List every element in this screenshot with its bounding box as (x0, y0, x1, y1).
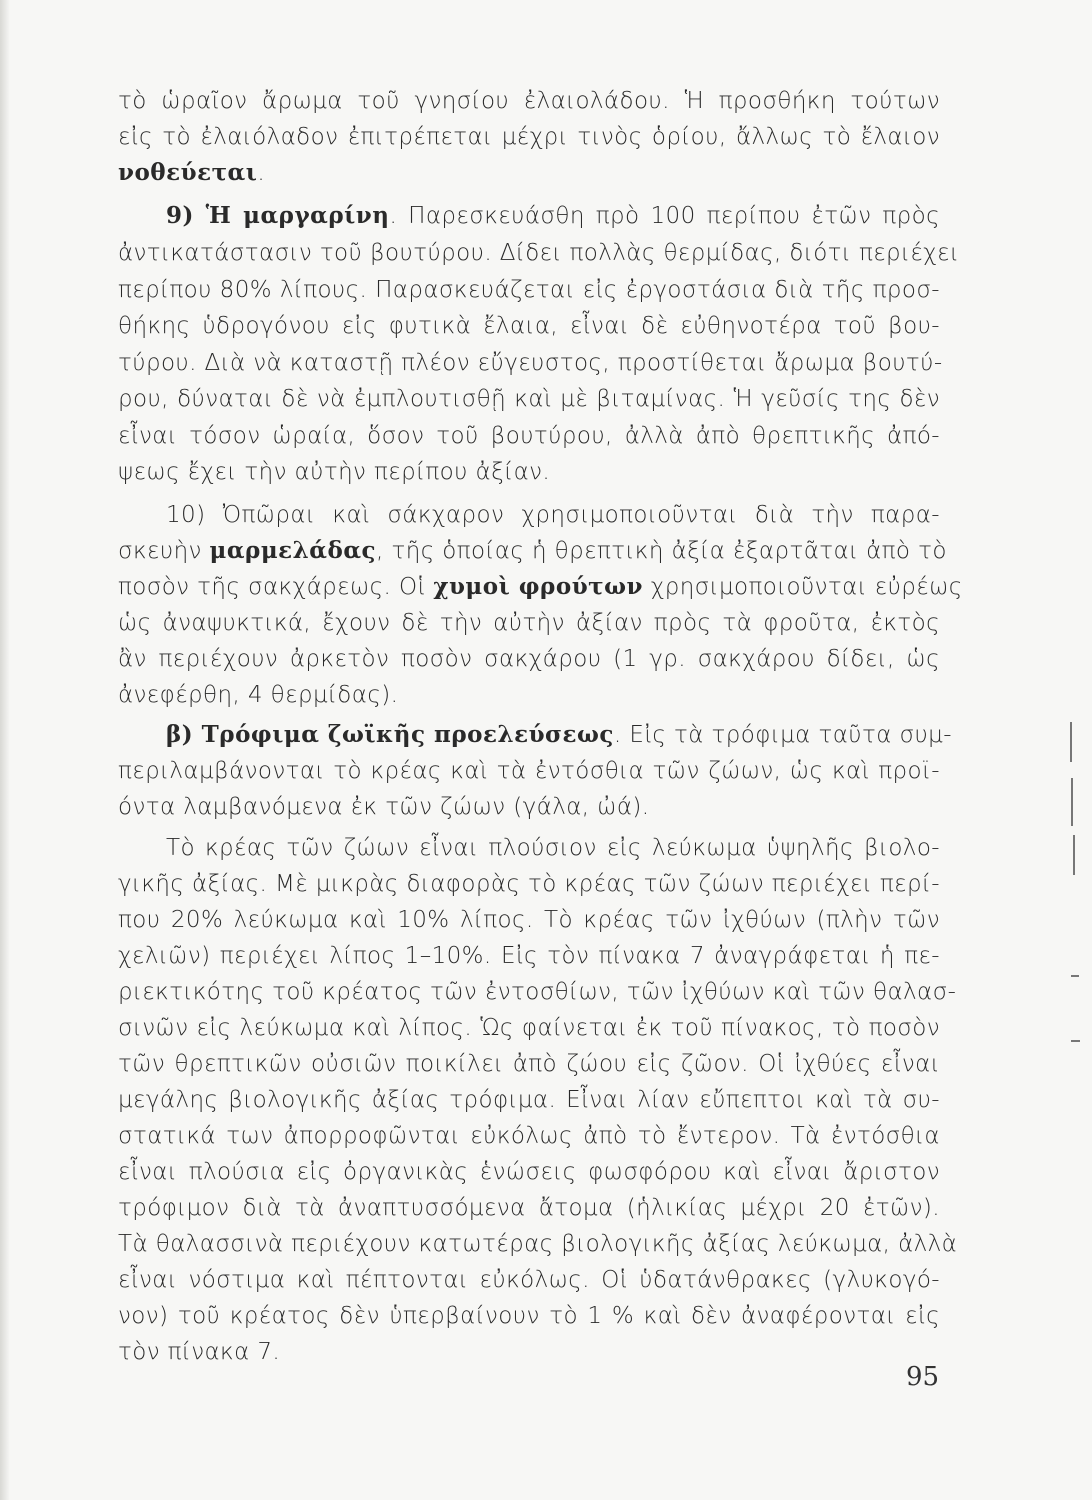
page-number: 95 (906, 1362, 940, 1392)
text-span: περίπου 80% λίπους. Παρασκευάζεται εἰς ἐργοστάσια διὰ τῆς προσ- (118, 277, 940, 303)
text-line (118, 86, 940, 116)
bold-term: χυμοὶ φρούτων (433, 573, 643, 600)
text-line (118, 536, 947, 566)
text-line (118, 311, 940, 341)
text-span: ἀνεφέρθη, 4 θερμίδας). (118, 682, 399, 708)
bold-term: 9) Ἡ μαργαρίνη (166, 202, 390, 229)
text-line (166, 720, 952, 750)
text-line (118, 905, 940, 935)
text-span: εἰς τὸ ἐλαιόλαδον ἐπιτρέπεται μέχρι τινὸς ὁρίου, ἄλλως τὸ ἔλαιον (118, 124, 940, 150)
text-span: εἶναι νόστιμα καὶ πέπτονται εὐκόλως. Οἱ ὑδατάνθρακες (γλυκογό- (118, 1267, 940, 1293)
text-span: εἶναι τόσον ὡραία, ὅσον τοῦ βουτύρου, ἀλλὰ ἀπὸ θρεπτικῆς ἀπό- (118, 423, 940, 449)
text-span: στατικά των ἀπορροφῶνται εὐκόλως ἀπὸ τὸ ἔντερον. Τὰ ἐντόσθια (118, 1123, 940, 1149)
text-line (118, 1157, 940, 1187)
text-line (118, 275, 940, 305)
text-span: χελιῶν) περιέχει λίπος 1–10%. Εἰς τὸν πίνακα 7 ἀναγράφεται ἡ πε- (118, 943, 940, 969)
text-line (166, 500, 940, 530)
text-line (118, 1229, 958, 1259)
text-line (118, 977, 957, 1007)
text-span: νον) τοῦ κρέατος δὲν ὑπερβαίνουν τὸ 1 % καὶ δὲν ἀναφέρονται εἰς (118, 1303, 940, 1329)
text-span: ὡς ἀναψυκτικά, ἔχουν δὲ τὴν αὐτὴν ἀξίαν πρὸς τὰ φροῦτα, ἐκτὸς (118, 610, 940, 636)
text-span: θήκης ὑδρογόνου εἰς φυτικὰ ἔλαια, εἶναι δὲ εὐθηνοτέρα τοῦ βου- (118, 313, 940, 339)
bold-term: β) Τρόφιμα ζωϊκῆς προελεύσεως (166, 721, 614, 748)
text-span: μεγάλης βιολογικῆς ἀξίας τρόφιμα. Εἶναι λίαν εὔπεπτοι καὶ τὰ συ- (118, 1087, 940, 1113)
text-line (118, 644, 940, 674)
text-line (166, 201, 940, 231)
text-span: τὸν πίνακα 7. (118, 1339, 281, 1365)
text-span: σκευὴν (118, 538, 210, 564)
text-line (118, 1013, 940, 1043)
text-span: όντα λαμβανόμενα ἐκ τῶν ζώων (γάλα, ὠά). (118, 794, 650, 820)
text-span: ριεκτικότης τοῦ κρέατος τῶν ἐντοσθίων, τῶν ἰχθύων καὶ τῶν θαλασ- (118, 979, 957, 1005)
text-line (118, 1193, 940, 1223)
bold-term: νοθεύεται (118, 159, 258, 186)
text-line (118, 608, 940, 638)
text-span: . (257, 160, 266, 186)
text-span: τὸ ὡραῖον ἄρωμα τοῦ γνησίου ἐλαιολάδου. Ἡ προσθήκη τούτων (118, 88, 940, 114)
text-line (118, 1049, 940, 1079)
text-line (118, 941, 940, 971)
text-span: τύρου. Διὰ νὰ καταστῇ πλέον εὔγευστος, προστίθεται ἄρωμα βουτύ- (118, 350, 943, 376)
text-line (118, 680, 398, 710)
text-line (118, 572, 963, 602)
text-span: ἂν περιέχουν ἀρκετὸν ποσὸν σακχάρου (1 γρ. σακχάρου δίδει, ὡς (118, 646, 940, 672)
text-span: που 20% λεύκωμα καὶ 10% λίπος. Τὸ κρέας τῶν ἰχθύων (πλὴν τῶν (118, 907, 940, 933)
margin-mark (1071, 778, 1073, 826)
text-line (118, 457, 550, 487)
text-span: σινῶν εἰς λεύκωμα καὶ λίπος. Ὡς φαίνεται ἐκ τοῦ πίνακος, τὸ ποσὸν (118, 1015, 940, 1041)
text-line (118, 792, 650, 822)
text-span: . Εἰς τὰ τρόφιμα ταῦτα συμ- (613, 722, 952, 748)
text-span: χρησιμοποιοῦνται εὐρέως (642, 574, 963, 600)
text-line (118, 869, 940, 899)
text-line (118, 348, 943, 378)
text-line (118, 1265, 940, 1295)
text-span: . Παρεσκευάσθη πρὸ 100 περίπου ἐτῶν πρὸς (389, 203, 940, 229)
text-span: ρου, δύναται δὲ νὰ ἐμπλουτισθῇ καὶ μὲ βιταμίνας. Ἡ γεῦσίς της δὲν (118, 386, 940, 412)
text-span: τῶν θρεπτικῶν οὐσιῶν ποικίλει ἀπὸ ζώου εἰς ζῶον. Οἱ ἰχθύες εἶναι (118, 1051, 940, 1077)
text-line (118, 1121, 940, 1151)
text-line (166, 833, 940, 863)
text-span: τρόφιμον διὰ τὰ ἀναπτυσσόμενα ἄτομα (ἡλικίας μέχρι 20 ἐτῶν). (118, 1195, 940, 1221)
margin-mark (1071, 1040, 1080, 1042)
text-span: Τὸ κρέας τῶν ζώων εἶναι πλούσιον εἰς λεύκωμα ὑψηλῆς βιολο- (166, 835, 940, 861)
text-line (118, 756, 940, 786)
text-line (118, 1301, 940, 1331)
text-span: ποσὸν τῆς σακχάρεως. Οἱ (118, 574, 434, 600)
text-line (118, 421, 940, 451)
text-span: περιλαμβάνονται τὸ κρέας καὶ τὰ ἐντόσθια τῶν ζώων, ὡς καὶ προϊ- (118, 758, 940, 784)
text-line (118, 1085, 940, 1115)
text-span: εἶναι πλούσια εἰς ὀργανικὰς ἑνώσεις φωσφόρου καὶ εἶναι ἄριστον (118, 1159, 940, 1185)
scan-edge-shadow (0, 0, 10, 1500)
text-span: ψεως ἔχει τὴν αὐτὴν περίπου ἀξίαν. (118, 459, 551, 485)
margin-mark (1070, 722, 1072, 762)
bold-term: μαρμελάδας (209, 537, 377, 564)
text-span: ἀντικατάστασιν τοῦ βουτύρου. Δίδει πολλὰς θερμίδας, διότι περιέχει (118, 240, 960, 266)
text-line (118, 384, 940, 414)
text-line (118, 158, 265, 188)
text-line (118, 122, 940, 152)
text-span: γικῆς ἀξίας. Μὲ μικρὰς διαφορὰς τὸ κρέας τῶν ζώων περιέχει περί- (118, 871, 940, 897)
text-span: 10) Ὀπῶραι καὶ σάκχαρον χρησιμοποιοῦνται διὰ τὴν παρα- (166, 502, 940, 528)
text-span: Τὰ θαλασσινὰ περιέχουν κατωτέρας βιολογικῆς ἀξίας λεύκωμα, ἀλλὰ (118, 1231, 958, 1257)
margin-mark (1073, 835, 1075, 875)
margin-mark (1071, 975, 1079, 977)
text-line (118, 1337, 280, 1367)
text-span: , τῆς ὁποίας ἡ θρεπτικὴ ἀξία ἐξαρτᾶται ἀπὸ τὸ (376, 538, 947, 564)
text-line (118, 238, 960, 268)
